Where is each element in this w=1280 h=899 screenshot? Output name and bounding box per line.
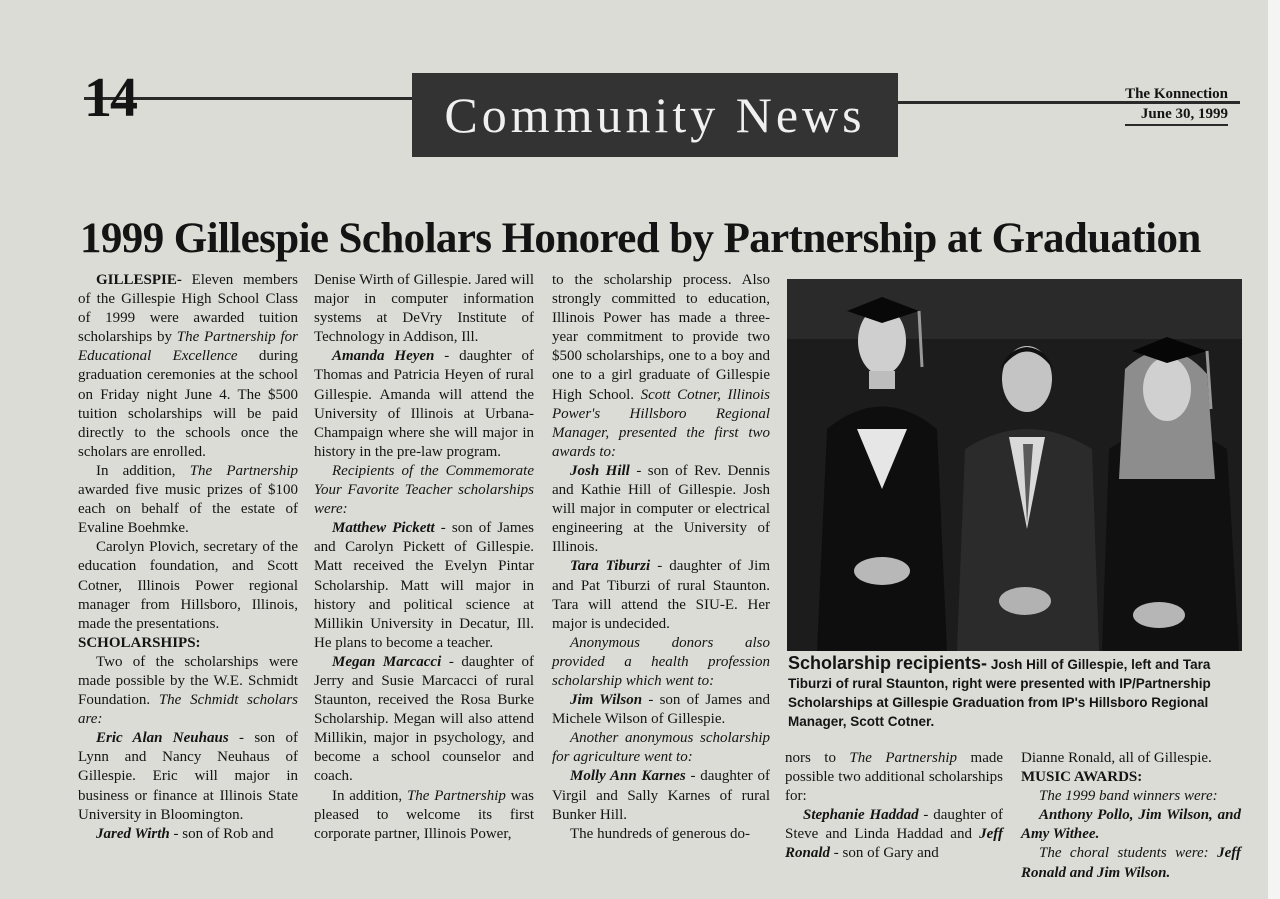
article-column-2: [314, 271, 534, 844]
section-banner: Community News: [412, 73, 898, 157]
photo-caption: [788, 654, 1243, 731]
paragraph: Megan Marcacci - daughter of Jerry and Susie Marcacci of rural Staunton, received the Rosa Burke Scholarship. Megan will also attend Millikin, major in psychology, and become a school counselor and coach.: [314, 653, 534, 785]
paragraph: Recipients of the Commemorate Your Favorite Teacher scholarships were:: [314, 462, 534, 518]
paragraph: Molly Ann Karnes - daughter of Virgil and Sally Karnes of rural Bunker Hill.: [552, 768, 770, 823]
recipient-name: Jared Wirth: [96, 825, 170, 842]
article-column-3: [552, 271, 770, 844]
publication-info: [1125, 84, 1228, 126]
section-heading: SCHOLARSHIPS:: [78, 634, 201, 651]
article-column-4: [785, 749, 1003, 864]
paragraph: Tara Tiburzi - daughter of Jim and Pat Tiburzi of rural Staunton. Tara will attend the SIU-E. Her major is undecided.: [552, 558, 770, 632]
paragraph: Josh Hill - son of Rev. Dennis and Kathie Hill of Gillespie. Josh will major in computer or electrical engineering at the University of Illinois.: [552, 462, 771, 556]
article-column-5: [1021, 749, 1241, 883]
recipient-name: Tara Tiburzi: [570, 558, 651, 575]
recipient-name: Matthew Pickett: [332, 520, 435, 537]
winner-names: Jeff Ronald and Jim Wilson.: [1021, 845, 1241, 881]
publication-date: June 30, 1999: [1125, 104, 1228, 126]
paragraph: Dianne Ronald, all of Gillespie.: [1021, 750, 1212, 766]
paragraph: The 1999 band winners were:: [1039, 788, 1218, 805]
paragraph: Stephanie Haddad - daughter of Steve and Linda Haddad and Jeff Ronald - son of Gary and: [785, 807, 1003, 862]
paragraph: Eric Alan Neuhaus - son of Lynn and Nancy Neuhaus of Gillespie. Eric will major in business or finance at Illinois State University in Bloomington.: [78, 730, 298, 823]
recipient-name: Jim Wilson: [570, 692, 643, 709]
scholarship-photo: [787, 279, 1242, 651]
paragraph: In addition, The Partnership awarded five music prizes of $100 each on behalf of the estate of Evaline Boehmke.: [78, 462, 298, 537]
paragraph: nors to The Partnership made possible two additional scholarships for:: [785, 750, 1004, 805]
paragraph: Jim Wilson - son of James and Michele Wilson of Gillespie.: [552, 692, 770, 728]
recipient-name: Amanda Heyen: [332, 348, 435, 365]
paragraph: Amanda Heyen - daughter of Thomas and Patricia Heyen of rural Gillespie. Amanda will attend the University of Illinois at Urbana-Champaign where she will major in history in the pre-law program.: [314, 348, 535, 460]
publication-name: The Konnection: [1125, 86, 1228, 102]
paragraph: Two of the scholarships were made possible by the W.E. Schmidt Foundation. The Schmidt scholars are:: [78, 653, 298, 728]
paragraph: Matthew Pickett - son of James and Carolyn Pickett of Gillespie. Matt received the Evelyn Pintar Scholarship. Matt will major in history and political science at Millikin University in Decatur, Ill. He plans to become a teacher.: [314, 520, 534, 651]
recipient-name: Josh Hill: [570, 462, 630, 479]
section-heading: MUSIC AWARDS:: [1021, 769, 1143, 786]
paragraph: The hundreds of generous do-: [570, 825, 750, 842]
page-edge: [1268, 0, 1280, 899]
article-column-1: [78, 271, 298, 844]
winner-names: Anthony Pollo, Jim Wilson, and Amy Withee.: [1021, 807, 1241, 843]
recipient-name: Molly Ann Karnes: [570, 768, 686, 785]
paragraph: GILLESPIE- Eleven members of the Gillespie High School Class of 1999 were awarded tuition scholarships by The Partnership for Educational Excellence during graduation ceremonies at the school on Friday night June 4. The $500 tuition scholarships will be paid directly to the schools once the scholars are enrolled.: [78, 272, 298, 460]
paragraph: Another anonymous scholarship for agriculture went to:: [552, 730, 770, 766]
article-headline: 1999 Gillespie Scholars Honored by Partnership at Graduation: [80, 215, 1201, 262]
paragraph: The choral students were: Jeff Ronald and Jim Wilson.: [1021, 845, 1241, 881]
paragraph: Carolyn Plovich, secretary of the education foundation, and Scott Cotner, Illinois Power regional manager from Hillsboro, Illinois, made the presentations.: [78, 539, 298, 632]
dateline: GILLESPIE-: [96, 272, 182, 288]
caption-lead: Scholarship recipients-: [788, 653, 988, 673]
recipient-name: Megan Marcacci: [332, 653, 442, 670]
paragraph: Denise Wirth of Gillespie. Jared will major in computer information systems at DeVry Institute of Technology in Addison, Ill.: [314, 272, 534, 346]
paragraph: to the scholarship process. Also strongly committed to education, Illinois Power has made a three-year commitment to provide two $500 scholarships, one to a boy and one to a girl graduate of Gillespie High School. Scott Cotner, Illinois Power's Hillsboro Regional Manager, presented the first two awards to:: [552, 272, 771, 460]
recipient-name: Eric Alan Neuhaus: [96, 730, 229, 747]
recipient-name: Jeff Ronald: [785, 826, 1003, 862]
caption-text: Josh Hill of Gillespie, left and Tara Tiburzi of rural Staunton, right were presented with IP/Partnership Scholarships at Gillespie Graduation from IP's Hillsboro Regional Manager, Scott Cotner.: [788, 657, 1211, 729]
paragraph: In addition, The Partnership was pleased to welcome its first corporate partner, Illinois Power,: [314, 787, 535, 842]
page-number: 14: [84, 67, 136, 129]
paragraph: Anonymous donors also provided a health profession scholarship which went to:: [552, 634, 770, 689]
recipient-name: Stephanie Haddad: [803, 807, 919, 824]
paragraph: Jared Wirth - son of Rob and: [96, 825, 274, 842]
